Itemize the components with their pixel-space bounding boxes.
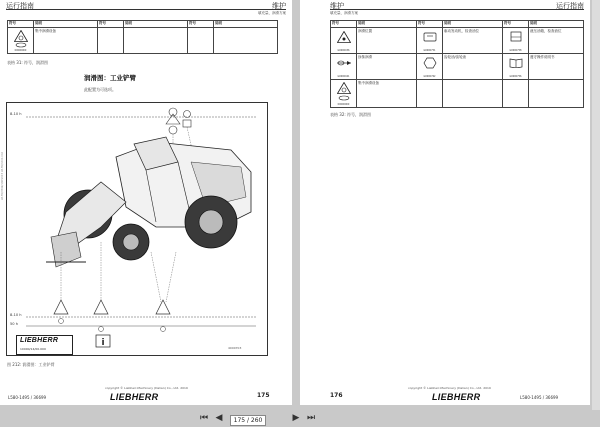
left-subheader: 填充量、润滑方案 — [258, 11, 286, 15]
description-cell: 齿轮油/齿轮油 — [443, 54, 503, 80]
table-row — [8, 28, 278, 54]
symbol-cell — [503, 28, 529, 54]
header-cell: 说明 — [357, 21, 417, 28]
header-cell: 说明 — [34, 21, 98, 28]
header-cell: 符号 — [503, 21, 529, 28]
symbol-code: 00000000 — [337, 103, 350, 106]
symbol-code: G0000036 — [337, 49, 350, 52]
empty-cell — [443, 80, 503, 108]
right-header-rule — [330, 9, 584, 10]
doc-number: L580-1495 / 36699 — [520, 395, 559, 400]
svg-text:i: i — [101, 338, 105, 348]
footer-logo: LIEBHERR — [110, 392, 159, 402]
liebherr-plate — [16, 335, 73, 355]
table-caption: 表格 31: 符号，润滑图 — [7, 60, 48, 65]
central-lube-triangle-icon — [337, 82, 351, 94]
section-note: 此配置为可选项。 — [84, 87, 116, 92]
grease-gun-icon — [336, 59, 352, 67]
symbol-code: G0000762 — [423, 75, 436, 78]
right-symbol-table — [330, 20, 584, 108]
interval-label-bottom: 50 h — [10, 322, 18, 326]
hydraulic-oil-icon — [509, 31, 523, 42]
interval-label-top: 8-10 h — [10, 112, 22, 116]
table-caption: 表格 32: 符号，润滑图 — [330, 112, 371, 117]
header-cell: 符号 — [98, 21, 124, 28]
description-cell: 润滑位置 — [357, 28, 417, 54]
header-cell: 符号 — [8, 21, 34, 28]
empty-cell — [124, 28, 188, 54]
symbol-code: G0000758 — [509, 49, 522, 52]
table-row — [331, 54, 584, 80]
page-number: 176 — [330, 392, 343, 399]
figure-code: 4000703 — [228, 346, 242, 350]
symbol-cell — [417, 28, 443, 54]
grease-gun-icon — [14, 42, 28, 48]
header-cell: 说明 — [443, 21, 503, 28]
left-header-section: 维护 — [272, 2, 286, 10]
wheel-loader-lubrication-drawing — [6, 102, 266, 354]
grease-gun-triangle-icon — [14, 30, 28, 42]
header-cell: 符号 — [188, 21, 214, 28]
header-cell: 说明 — [529, 21, 584, 28]
header-cell: 符号 — [417, 21, 443, 28]
first-page-icon[interactable]: ⏮ — [199, 413, 209, 423]
symbol-code: G0000756 — [509, 75, 522, 78]
description-cell: 驱动发动机，检查油位 — [443, 28, 503, 54]
empty-cell — [529, 80, 584, 108]
hexagon-oil-icon — [423, 57, 437, 69]
page-number-input[interactable] — [230, 415, 266, 426]
empty-cell — [417, 80, 443, 108]
table-header-row — [8, 21, 278, 28]
table-header-row — [331, 21, 584, 28]
right-subheader: 填充量、润滑方案 — [330, 11, 358, 15]
description-cell: 遵守操作说明书 — [529, 54, 584, 80]
right-header-section: 维护 — [330, 2, 344, 10]
next-page-icon[interactable]: ▶ — [292, 413, 300, 423]
page-number: 175 — [257, 392, 270, 399]
empty-cell — [214, 28, 278, 54]
right-page — [300, 0, 590, 405]
empty-cell — [503, 80, 529, 108]
footer-logo: LIEBHERR — [432, 392, 481, 402]
left-page — [0, 0, 292, 405]
description-cell: 集中润滑设备 — [357, 80, 417, 108]
symbol-cell — [503, 54, 529, 80]
table-row — [331, 28, 584, 54]
last-page-icon[interactable]: ⏭ — [306, 413, 316, 423]
left-header-rule — [6, 9, 286, 10]
header-cell: 说明 — [124, 21, 188, 28]
engine-off-icon — [423, 31, 437, 42]
left-header-title: 运行指南 — [6, 2, 34, 10]
doc-number: L580-1495 / 36699 — [8, 395, 47, 400]
side-margin-text: LB-FR/3599/1/SE2015 LB-FR/3400-002 — [1, 151, 4, 200]
footer-copyright: copyright © Liebherr-Machinery (Dalian) Co., Ltd. 2019 — [408, 386, 491, 390]
left-symbol-table — [7, 20, 278, 54]
right-header-title: 运行指南 — [556, 2, 584, 10]
footer-copyright: copyright © Liebherr-Machinery (Dalian) Co., Ltd. 2019 — [105, 386, 188, 390]
description-cell: 集中润滑设备 — [34, 28, 98, 54]
section-title: 润滑图：工业铲臂 — [84, 74, 136, 82]
interval-label-mid: 8-10 h — [10, 313, 22, 317]
symbol-cell — [417, 54, 443, 80]
symbol-cell — [8, 28, 34, 54]
description-cell: 液压油箱，检查油位 — [529, 28, 584, 54]
table-row — [331, 80, 584, 108]
page-navigation-bar — [0, 412, 600, 427]
symbol-cell — [331, 80, 357, 108]
grease-nipple-triangle-icon — [337, 31, 351, 43]
symbol-code: 00000000 — [14, 49, 27, 52]
vertical-scrollbar[interactable] — [592, 0, 600, 410]
symbol-cell — [331, 54, 357, 80]
plate-number: 10000/14/00.000 — [20, 347, 46, 351]
empty-cell — [98, 28, 124, 54]
grease-gun-icon — [337, 95, 351, 101]
header-cell: 符号 — [331, 21, 357, 28]
figure-caption: 图 212: 润滑图：工业铲臂 — [7, 362, 55, 367]
header-cell: 说明 — [214, 21, 278, 28]
plate-logo: LIEBHERR — [20, 337, 59, 344]
previous-page-icon[interactable]: ◀ — [215, 413, 223, 423]
symbol-cell — [331, 28, 357, 54]
symbol-code: G0000041 — [337, 75, 350, 78]
manual-book-icon — [509, 57, 523, 68]
description-cell: 涂抹润滑 — [357, 54, 417, 80]
empty-cell — [188, 28, 214, 54]
symbol-code: G0000751 — [423, 49, 436, 52]
